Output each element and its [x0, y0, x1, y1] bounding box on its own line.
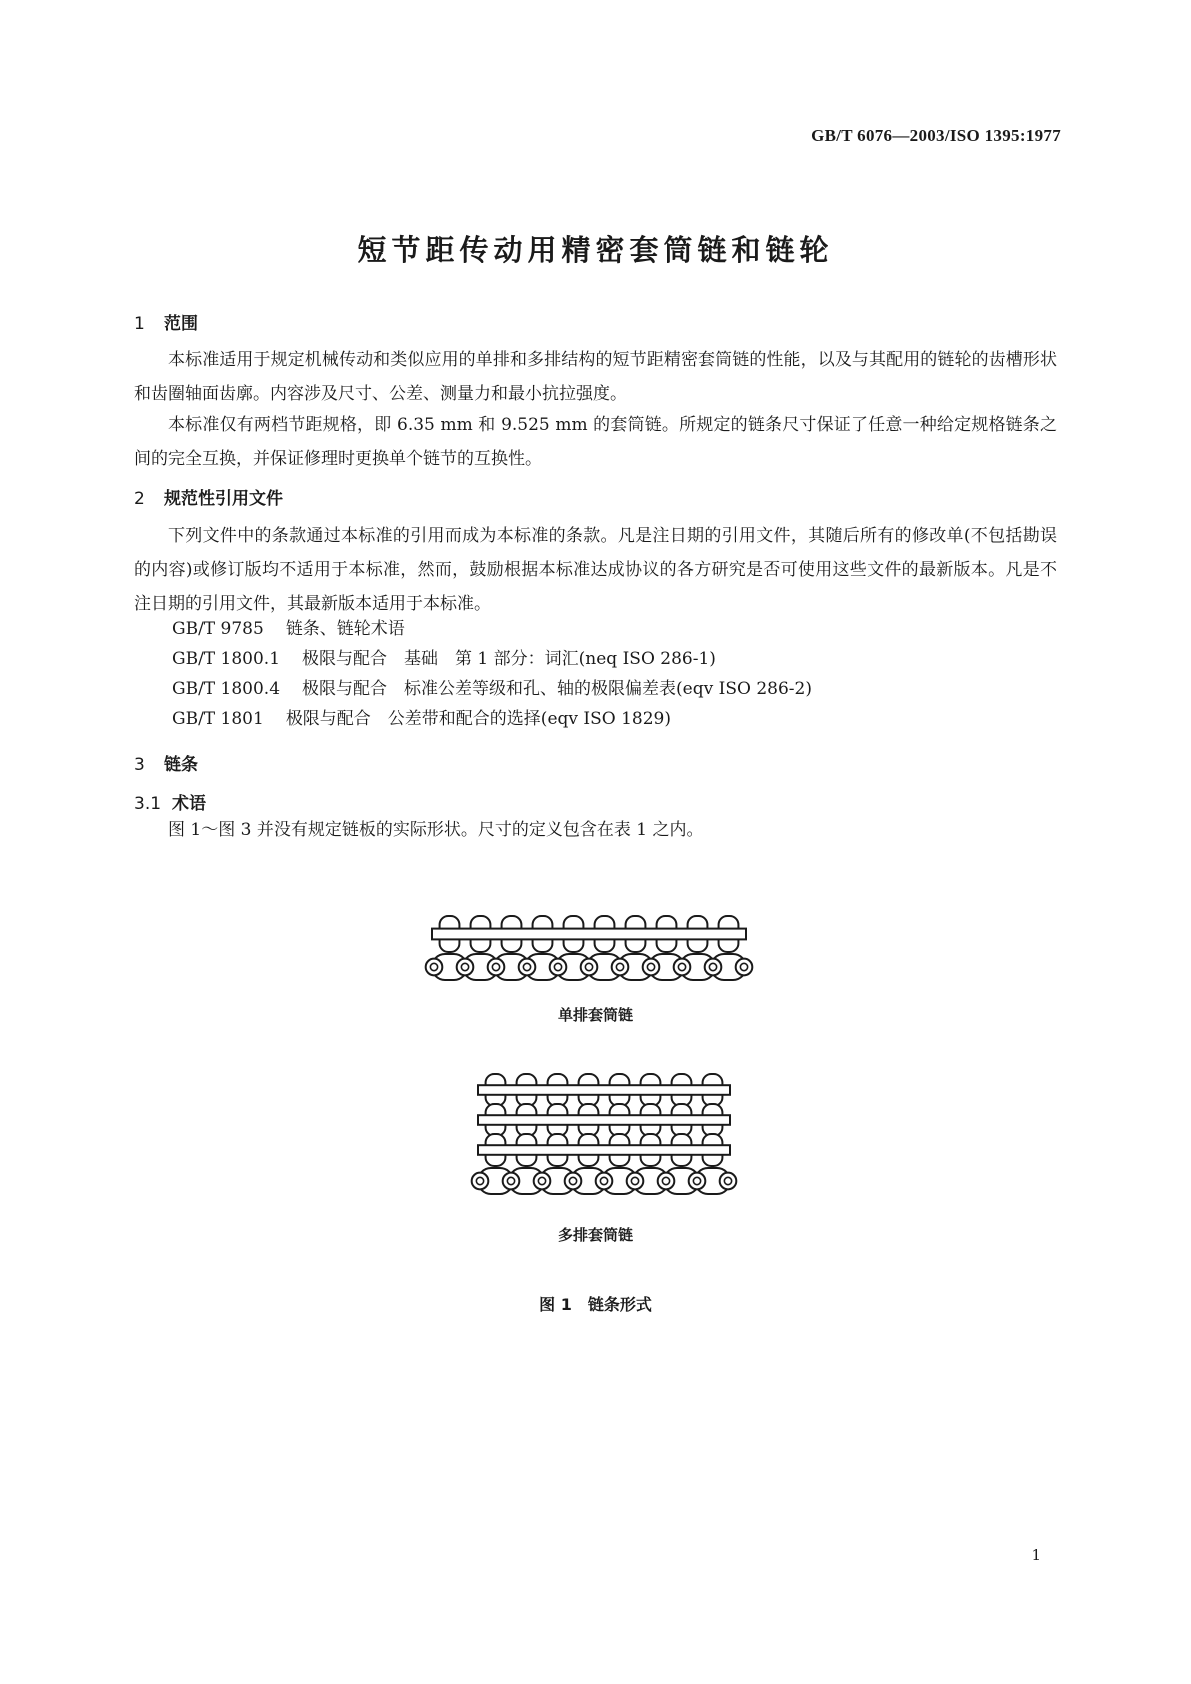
chain-pin [724, 1177, 731, 1184]
document-title: 短节距传动用精密套筒链和链轮 [357, 233, 834, 267]
section-3-1-heading [134, 789, 206, 814]
chain-bushing-band [478, 1085, 730, 1095]
reference-code: GB/T 9785 [172, 619, 264, 639]
multi-row-chain-drawing [462, 1072, 744, 1202]
chain-pin [600, 1177, 607, 1184]
section-number: 1 [134, 314, 145, 334]
reference-title: 极限与配合 公差带和配合的选择(eqv ISO 1829) [285, 709, 671, 729]
reference-item [172, 614, 405, 639]
reference-item [172, 674, 812, 699]
chain-pin [461, 963, 468, 970]
reference-code: GB/T 1801 [172, 709, 264, 729]
reference-title: 极限与配合 基础 第 1 部分：词汇(neq ISO 286-1) [302, 649, 716, 669]
chain-pin [430, 963, 437, 970]
section-title: 范围 [164, 314, 198, 334]
chain-pin [538, 1177, 545, 1184]
multi-row-chain-caption: 多排套筒链 [557, 1226, 633, 1244]
figure-title: 图 1 链条形式 [539, 1295, 652, 1314]
chain-pin [709, 963, 716, 970]
chain-bushing-band [478, 1145, 730, 1155]
section-number: 3 [134, 755, 145, 775]
scope-paragraph-2: 本标准仅有两档节距规格，即 6.35 mm 和 9.525 mm 的套筒链。所规定的链条尺寸保证了任意一种给定规格链条之间的完全互换，并保证修理时更换单个链节的互换性。 [134, 415, 1057, 469]
standard-code: GB/T 6076—2003/ISO 1395:1977 [811, 126, 1061, 145]
chain-pin [647, 963, 654, 970]
section-2-heading [134, 484, 283, 509]
reference-item [172, 704, 671, 729]
section-title: 链条 [164, 755, 198, 775]
chain-pin [678, 963, 685, 970]
chain-pin [693, 1177, 700, 1184]
section-title: 规范性引用文件 [164, 489, 283, 509]
chain-bushing-band [432, 929, 746, 940]
section-title: 术语 [172, 794, 206, 814]
chain-bushing-band [478, 1115, 730, 1125]
chain-pin [631, 1177, 638, 1184]
reference-title: 极限与配合 标准公差等级和孔、轴的极限偏差表(eqv ISO 286-2) [302, 679, 812, 699]
scope-paragraph-1: 本标准适用于规定机械传动和类似应用的单排和多排结构的短节距精密套筒链的性能，以及与其配用的链轮的齿槽形状和齿圈轴面齿廓。内容涉及尺寸、公差、测量力和最小抗拉强度。 [134, 350, 1057, 404]
chain-pin [476, 1177, 483, 1184]
reference-code: GB/T 1800.4 [172, 679, 281, 699]
page-number: 1 [1031, 1546, 1041, 1564]
single-row-chain-drawing [420, 910, 772, 990]
chain-pin [492, 963, 499, 970]
reference-code: GB/T 1800.1 [172, 649, 281, 669]
normative-refs-paragraph: 下列文件中的条款通过本标准的引用而成为本标准的条款。凡是注日期的引用文件，其随后所有的修改单(不包括勘误的内容)或修订版均不适用于本标准，然而，鼓励根据本标准达成协议的各方研究是否可使用这些文件的最新版本。凡是不注日期的引用文件，其最新版本适用于本标准。 [134, 526, 1057, 614]
reference-item [172, 644, 716, 669]
section-3-heading [134, 750, 198, 775]
chain-pin [740, 963, 747, 970]
chain-pin [585, 963, 592, 970]
chain-pin [569, 1177, 576, 1184]
section-number: 2 [134, 489, 145, 509]
reference-title: 链条、链轮术语 [285, 619, 405, 639]
chain-pin [523, 963, 530, 970]
section-number: 3.1 [134, 794, 162, 814]
chain-pin [616, 963, 623, 970]
chain-pin [554, 963, 561, 970]
terms-paragraph: 图 1～图 3 并没有规定链板的实际形状。尺寸的定义包含在表 1 之内。 [168, 820, 704, 840]
chain-pin [507, 1177, 514, 1184]
chain-pin [662, 1177, 669, 1184]
single-row-chain-caption: 单排套筒链 [557, 1006, 633, 1024]
section-1-heading [134, 309, 198, 334]
